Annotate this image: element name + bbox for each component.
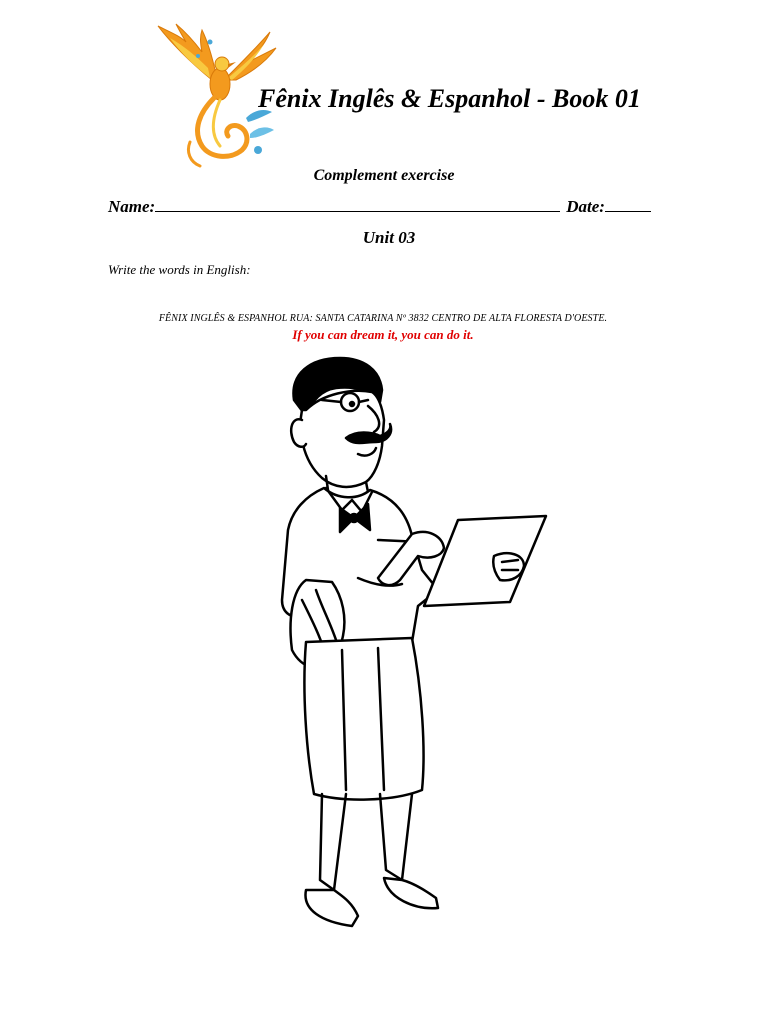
date-label: Date:	[566, 197, 605, 216]
school-address: FÊNIX INGLÊS & ESPANHOL RUA: SANTA CATARINA Nº 3832 CENTRO DE ALTA FLORESTA D'OESTE.	[158, 313, 608, 324]
exercise-subtitle: Complement exercise	[313, 167, 455, 184]
name-blank-field[interactable]	[155, 197, 560, 212]
page-title: Fênix Inglês & Espanhol - Book 01	[258, 84, 641, 113]
waiter-illustration	[262, 350, 562, 950]
unit-heading: Unit 03	[362, 228, 416, 247]
name-date-row	[108, 197, 651, 217]
motto-text: If you can dream it, you can do it.	[292, 327, 474, 342]
instructions-text: Write the words in English:	[108, 262, 251, 277]
name-label: Name:	[108, 197, 156, 216]
date-blank-field[interactable]	[605, 197, 651, 212]
